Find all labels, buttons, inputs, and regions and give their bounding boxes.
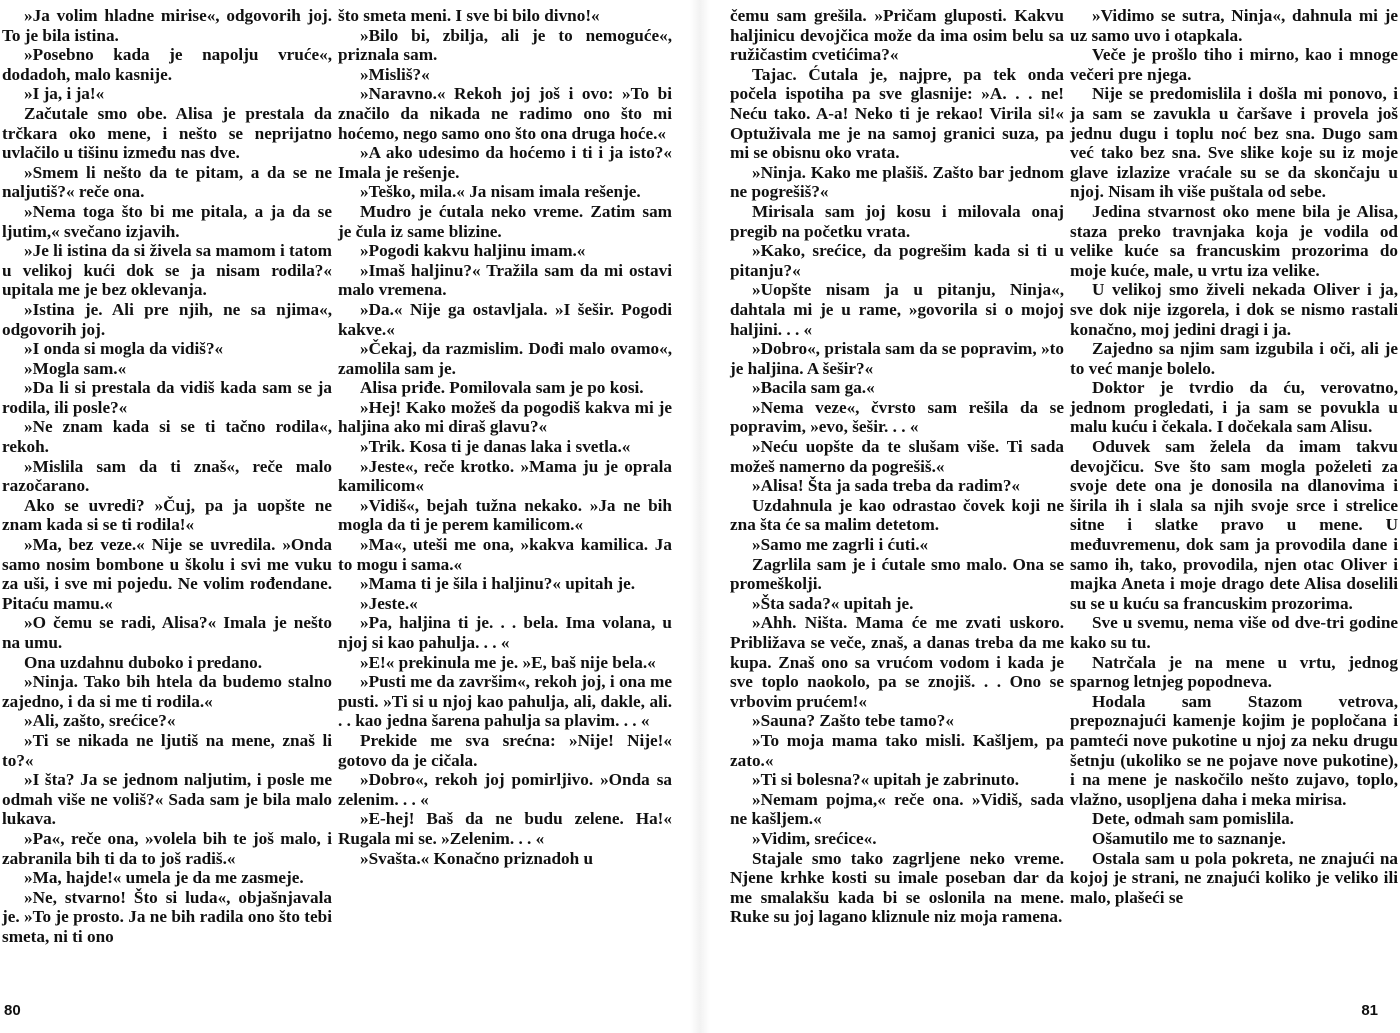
paragraph: »Posebno kada je napolju vruće«, dodadoh, malo kasnije. [2, 45, 332, 84]
paragraph: »Pa, haljina ti je. . . bela. Ima volana, u njoj si kao pahulja. . . « [338, 613, 672, 652]
paragraph: »Hej! Kako možeš da pogodiš kakva mi je haljina ako mi diraš glavu?« [338, 397, 672, 437]
paragraph: »Ali, zašto, srećice?« [24, 711, 176, 731]
paragraph: Hodala sam Stazom vetrova, prepoznajući kamenje kojim je popločana i pamteći nove pukotine u njoj za neku drugu šetnju (ukoliko se ne pojave nove pukotine), i na mene je naskočilo nešto zujavo, toplo, vlažno, usopljena daha i meka mirisa. [1070, 691, 1398, 809]
paragraph: Alisa priđe. Pomilovala sam je po kosi. [360, 378, 644, 398]
paragraph: »Naravno.« Rekoh joj još i ovo: »To bi značilo da nikada ne radimo ono što mi hoćemo, nego samo ono što ona druga hoće.« [338, 84, 672, 143]
paragraph: »Neću uopšte da te slušam više. Ti sada možeš namerno da pogrešiš.« [730, 437, 1064, 476]
paragraph: »Ja volim hladne mirise«, odgovorih joj. To je bila istina. [2, 6, 332, 45]
paragraph: »Vidimo se sutra, Ninja«, dahnula mi je uz samo uvo i otapkala. [1070, 6, 1398, 45]
paragraph: »To moja mama tako misli. Kašljem, pa zato.« [730, 730, 1064, 770]
paragraph: Nije se predomislila i došla mi ponovo, i ja sam se zavukla u čaršave i provela još jednu dugu i toplu noć bez sna. Dugo sam već tako bez sna. Sve slike koje su iz moje glave izlazize vraćale su se da skončaju u njoj. Nisam ih više puštala od sebe. [1070, 84, 1398, 202]
paragraph: Ošamutilo me to saznanje. [1092, 828, 1286, 848]
paragraph: Mirisala sam joj kosu i milovala onaj pregib na početku vrata. [730, 201, 1064, 241]
paragraph: Oduvek sam želela da imam takvu devojčicu. Sve što sam mogla poželeti za svoje dete ona je donosila na dlanovima i širila ih i slala sa njih svoje srce i strelice sitne i slatke pravo u mene. U međuvremenu, dok sam ja provodila dane i samo ih, tako, provodila, njen otac Oliver i majka Aneta i moje drago dete Alisa doselili su se u kuću sa francuskim prozorima. [1070, 437, 1398, 613]
paragraph: »Istina je. Ali pre njih, ne sa njima«, odgovorih joj. [2, 299, 332, 339]
paragraph: »Ne, stvarno! Što si luda«, objašnjavala je. »To je prosto. Ja ne bih radila ono što tebi smeta, ni ti ono [2, 887, 332, 946]
left-column-1 [2, 6, 332, 947]
paragraph: »Ninja. Tako bih htela da budemo stalno zajedno, i da si me ti rodila.« [2, 672, 332, 711]
paragraph: Stajale smo tako zagrljene neko vreme. Njene krhke kosti su imale poseban dar da me smalakšu kada bi se oslonila na mene. Ruke su joj lagano kliznule niz moja ramena. [730, 848, 1064, 927]
right-column-1 [730, 6, 1064, 927]
paragraph: »Uopšte nisam ja u pitanju, Ninja«, dahtala mi je u rame, »govorila si o mojoj haljini. . . « [730, 280, 1064, 339]
paragraph: Veče je prošlo tiho i mirno, kao i mnoge večeri pre njega. [1070, 45, 1398, 84]
paragraph: »Mama ti je šila i haljinu?« upitah je. [360, 574, 636, 594]
paragraph: Zajedno sa njim sam izgubila i oči, ali je to već manje bolelo. [1070, 339, 1398, 378]
paragraph: »A ako udesimo da hoćemo i ti i ja isto?« Imala je rešenje. [338, 143, 672, 182]
paragraph: »Nema toga što bi me pitala, a ja da se ljutim,« svečano izjavih. [2, 201, 332, 241]
paragraph: Jedina stvarnost oko mene bila je Alisa, staza preko travnjaka koja je vodila od velike kuće sa francuskim prozorima do moje kuće, male, u vrtu iza velike. [1070, 201, 1398, 280]
paragraph: »Dobro«, rekoh joj pomirljivo. »Onda sa zelenim. . . « [338, 770, 672, 809]
paragraph: »Teško, mila.« Ja nisam imala rešenje. [360, 182, 641, 202]
paragraph: »I šta? Ja se jednom naljutim, i posle me odmah više ne voliš?« Sada sam je bila malo lukava. [2, 770, 332, 829]
paragraph: »Nemam pojma,« reče ona. »Vidiš, sada ne kašljem.« [730, 789, 1064, 829]
paragraph: »Kako, srećice, da pogrešim kada si ti u pitanju?« [730, 241, 1064, 280]
paragraph: »Pogodi kakvu haljinu imam.« [360, 241, 586, 261]
paragraph: Natrčala je na mene u vrtu, jednog sparnog letnjeg popodneva. [1070, 652, 1398, 692]
paragraph: Prekide me sva srećna: »Nije! Nije!« gotovo da je cičala. [338, 730, 672, 770]
paragraph: »Ma, hajde!« umela je da me zasmeje. [24, 868, 304, 888]
right-column-2 [1070, 6, 1398, 907]
paragraph: »Ti se nikada ne ljutiš na mene, znaš li to?« [2, 730, 332, 770]
paragraph: čemu sam grešila. »Pričam gluposti. Kakvu haljinicu devojčica može da ima osim belu sa ružičastim cvetićima?« [730, 6, 1064, 65]
paragraph: Uzdahnula je kao odrastao čovek koji ne zna šta će sa malim detetom. [730, 495, 1064, 535]
paragraph: »Jeste«, reče krotko. »Mama ju je oprala kamilicom« [338, 456, 672, 496]
paragraph: »Je li istina da si živela sa mamom i tatom u velikoj kući dok se ja nisam rodila?« upitala me je bez oklevanja. [2, 241, 332, 300]
paragraph: »Vidiš«, bejah tužna nekako. »Ja ne bih mogla da ti je perem kamilicom.« [338, 495, 672, 535]
paragraph: Začutale smo obe. Alisa je prestala da trčkara oko mene, i nešto se neprijatno uvlačilo u tišinu između nas dve. [2, 103, 332, 163]
paragraph: »E!« prekinula me je. »E, baš nije bela.« [360, 652, 656, 672]
paragraph: Dete, odmah sam pomislila. [1092, 809, 1294, 829]
paragraph: »Pa«, reče ona, »volela bih te još malo, i zabranila bih ti da to još radiš.« [2, 828, 332, 868]
paragraph: »Bacila sam ga.« [752, 378, 875, 398]
paragraph: »Ti si bolesna?« upitah je zabrinuto. [752, 770, 1020, 790]
paragraph: »Da li si prestala da vidiš kada sam se ja rodila, ili posle?« [2, 378, 332, 417]
paragraph: Doktor je tvrdio da ću, verovatno, jednom progledati, i ja sam se povukla u malu kuću i čekala. I dočekala sam Alisu. [1070, 378, 1398, 437]
page-number-right: 81 [1361, 1002, 1378, 1019]
page-right [720, 0, 1400, 1033]
paragraph: »Mislila sam da ti znaš«, reče malo razočarano. [2, 456, 332, 496]
paragraph: »Pusti me da završim«, rekoh joj, i ona me pusti. »Ti si u njoj kao pahulja, ali, dakle, ali. . . kao jedna šarena pahulja sa plavim. . . « [338, 672, 672, 731]
paragraph: »Šta sada?« upitah je. [752, 593, 914, 613]
paragraph: Ostala sam u pola pokreta, ne znajući na kojoj je strani, ne znajući koliko je veliko ili malo, plašeći se [1070, 848, 1398, 907]
book-gutter [690, 0, 710, 1033]
paragraph: »Dobro«, pristala sam da se popravim, »to je haljina. A šešir?« [730, 339, 1064, 378]
paragraph: Sve u svemu, nema više od dve-tri godine kako su tu. [1070, 613, 1398, 652]
page-number-left: 80 [4, 1002, 21, 1019]
paragraph: što smeta meni. I sve bi bilo divno!« [338, 6, 600, 25]
paragraph: »Jeste.« [360, 593, 418, 613]
page-left [0, 0, 680, 1033]
paragraph: »Bilo bi, zbilja, ali je to nemoguće«, priznala sam. [338, 25, 672, 65]
paragraph: »Ahh. Ništa. Mama će me zvati uskoro. Približava se veče, znaš, a danas treba da me kupa. Znaš ono sa vrućom vodom i kada je sve toplo naokolo, pa se znojiš. . . Ono se vrbovim prućem!« [730, 613, 1064, 711]
paragraph: »Ma, bez veze.« Nije se uvredila. »Onda samo nosim bombone u školu i svi me vuku za uši, i sve mi pojedu. Ne volim rođendane. Pitaću mamu.« [2, 535, 332, 613]
paragraph: »I onda si mogla da vidiš?« [24, 339, 224, 359]
paragraph: Ona uzdahnu duboko i predano. [24, 652, 263, 672]
paragraph: »Ninja. Kako me plašiš. Zašto bar jednom ne pogrešiš?« [730, 162, 1064, 202]
paragraph: »E-hej! Baš da ne budu zelene. Ha!« Rugala mi se. »Zelenim. . . « [338, 809, 672, 848]
paragraph: »Nema veze«, čvrsto sam rešila da se popravim, »evo, šešir. . . « [730, 397, 1064, 437]
paragraph: »Imaš haljinu?« Tražila sam da mi ostavi malo vremena. [338, 260, 672, 300]
paragraph: »Trik. Kosa ti je danas laka i svetla.« [360, 437, 631, 457]
paragraph: »Alisa! Šta ja sada treba da radim?« [752, 476, 1021, 496]
paragraph: »Sauna? Zašto tebe tamo?« [752, 711, 954, 731]
paragraph: Ako se uvredi? »Čuj, pa ja uopšte ne znam kada si se ti rodila!« [2, 495, 332, 535]
left-column-2 [338, 6, 672, 868]
paragraph: U velikoj smo živeli nekada Oliver i ja, sve dok nije izgorela, i dok se nismo rastali konačno, moj jedini dragi i ja. [1070, 280, 1398, 339]
paragraph: »Misliš?« [360, 64, 430, 84]
paragraph: »Mogla sam.« [24, 358, 127, 378]
paragraph: »Da.« Nije ga ostavljala. »I šešir. Pogodi kakve.« [338, 299, 672, 339]
paragraph: »I ja, i ja!« [24, 84, 105, 104]
paragraph: »Čekaj, da razmislim. Dođi malo ovamo«, zamolila sam je. [338, 339, 672, 378]
paragraph: »Samo me zagrli i ćuti.« [752, 535, 929, 555]
paragraph: »Vidim, srećice«. [752, 828, 877, 848]
paragraph: »Smem li nešto da te pitam, a da se ne naljutiš?« reče ona. [2, 162, 332, 202]
paragraph: »Svašta.« Konačno priznadoh u [360, 848, 594, 868]
paragraph: Zagrlila sam je i ćutale smo malo. Ona se promeškolji. [730, 554, 1064, 594]
paragraph: »Ma«, uteši me ona, »kakva kamilica. Ja to mogu i sama.« [338, 535, 672, 574]
paragraph: Tajac. Ćutala je, najpre, pa tek onda počela ispotiha pa sve glasnije: »A. . . ne! Neću tako. A-a! Neko ti je rekao! Virila si!« Optuživala me je na samoj granici suza, pa mi se obisnu oko vrata. [730, 64, 1064, 163]
paragraph: »Ne znam kada si se ti tačno rodila«, rekoh. [2, 417, 332, 457]
paragraph: »O čemu se radi, Alisa?« Imala je nešto na umu. [2, 613, 332, 652]
paragraph: Mudro je ćutala neko vreme. Zatim sam je čula iz same blizine. [338, 201, 672, 241]
